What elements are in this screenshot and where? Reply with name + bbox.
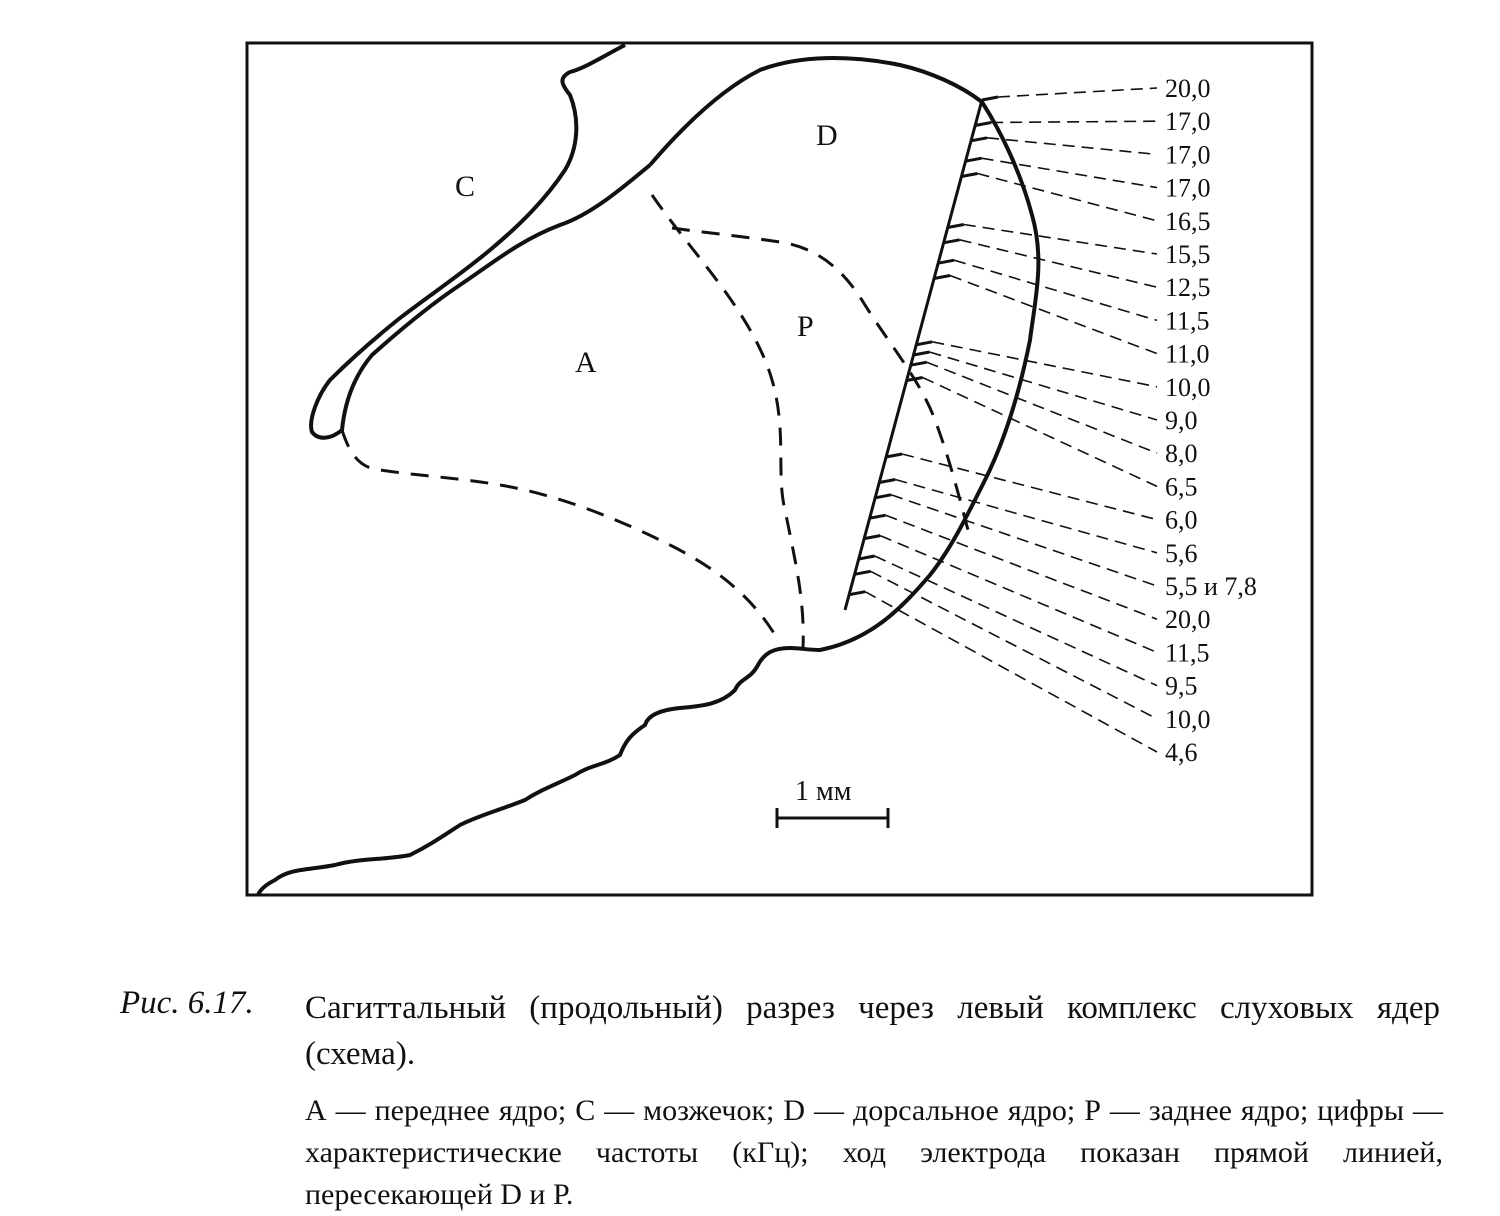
frequency-label: 20,0	[1165, 74, 1211, 103]
frequency-label: 17,0	[1165, 140, 1211, 170]
frequency-leader-line	[923, 378, 1157, 487]
frequency-leader-line	[977, 174, 1157, 221]
nucleus-outline	[650, 58, 1038, 650]
region-label-p: P	[797, 310, 814, 343]
recording-site-tick	[859, 556, 875, 559]
frequency-leader-line	[927, 362, 1157, 453]
recording-site-tick	[966, 158, 982, 161]
boundary-a-lower	[342, 430, 778, 640]
recording-site-tick	[975, 123, 991, 126]
recording-site-tick	[870, 515, 886, 518]
cerebellum-outline	[311, 45, 650, 438]
frequency-label: 11,5	[1165, 306, 1210, 336]
frequency-label: 17,0	[1165, 173, 1211, 203]
recording-site-tick	[938, 260, 954, 263]
recording-site-tick	[911, 362, 927, 365]
region-label-c: C	[455, 170, 476, 203]
recording-site-tick	[855, 571, 871, 574]
frequency-leader-line	[998, 88, 1157, 97]
recording-site-tick	[914, 352, 930, 355]
boundary-d-p	[672, 228, 968, 530]
frequency-leader-line	[930, 352, 1158, 420]
recording-site-tick	[961, 174, 977, 177]
recording-site-tick	[948, 225, 964, 228]
frequency-leader-line	[871, 571, 1157, 719]
recording-site-tick	[982, 97, 998, 100]
frequency-labels	[1165, 74, 1257, 767]
frequency-leader-line	[950, 276, 1157, 354]
recording-site-tick	[907, 378, 923, 381]
recording-site-tick	[944, 240, 960, 243]
figure-title: Сагиттальный (продольный) разрез через левый комплекс слуховых ядер (схема).	[305, 990, 1440, 1072]
figure-legend: А — переднее ядро; С — мозжечок; D — дорсальное ядро; Р — заднее ядро; цифры — характеристические частоты (кГц); ход электрода показан прямой линией, пересекающей D и Р.	[305, 1094, 1443, 1211]
frequency-label: 6,5	[1165, 472, 1198, 502]
recording-site-tick	[849, 592, 865, 595]
frequency-label: 10,0	[1165, 704, 1211, 734]
recording-site-tick	[934, 276, 950, 279]
frequency-leader-line	[964, 225, 1157, 255]
frequency-label: 9,0	[1165, 406, 1198, 435]
figure-number: Рис. 6.17.	[120, 985, 254, 1021]
frequency-label: 12,5	[1165, 273, 1211, 303]
scale-bar-label: 1 мм	[795, 776, 852, 807]
frequency-label: 15,5	[1165, 240, 1211, 269]
frequency-leader-line	[991, 121, 1157, 122]
frequency-label: 8,0	[1165, 439, 1198, 469]
frequency-label: 4,6	[1165, 738, 1198, 767]
frequency-leader-line	[886, 515, 1157, 619]
figure-caption	[120, 985, 1450, 1077]
recording-site-tick	[879, 480, 895, 483]
recording-site-tick	[875, 495, 891, 498]
recording-site-tick	[864, 536, 880, 539]
frequency-leader-line	[932, 342, 1157, 387]
frequency-leader-line	[865, 592, 1157, 752]
region-label-a: A	[575, 346, 597, 379]
frequency-label: 6,0	[1165, 505, 1198, 535]
frequency-label: 10,0	[1165, 372, 1211, 402]
recording-site-tick	[971, 138, 987, 141]
frequency-leader-line	[987, 138, 1157, 155]
frequency-label: 5,5 и 7,8	[1165, 572, 1257, 601]
frequency-leader-line	[880, 536, 1157, 653]
frequency-leader-line	[982, 158, 1157, 187]
region-label-d: D	[816, 119, 838, 152]
frequency-label: 20,0	[1165, 605, 1211, 635]
frequency-leader-line	[954, 260, 1157, 320]
frequency-label: 11,0	[1165, 339, 1210, 369]
recording-site-tick	[916, 342, 932, 345]
frequency-leader-line	[960, 240, 1157, 287]
frequency-leader-line	[902, 454, 1157, 520]
recording-site-tick	[886, 454, 902, 457]
brainstem-lower-outline	[258, 648, 790, 895]
frequency-label: 11,5	[1165, 638, 1210, 668]
frequency-label: 5,6	[1165, 538, 1198, 568]
recording-site-ticks	[849, 97, 998, 595]
frequency-label: 9,5	[1165, 671, 1198, 701]
frequency-label: 17,0	[1165, 107, 1211, 137]
frequency-label: 16,5	[1165, 206, 1211, 236]
